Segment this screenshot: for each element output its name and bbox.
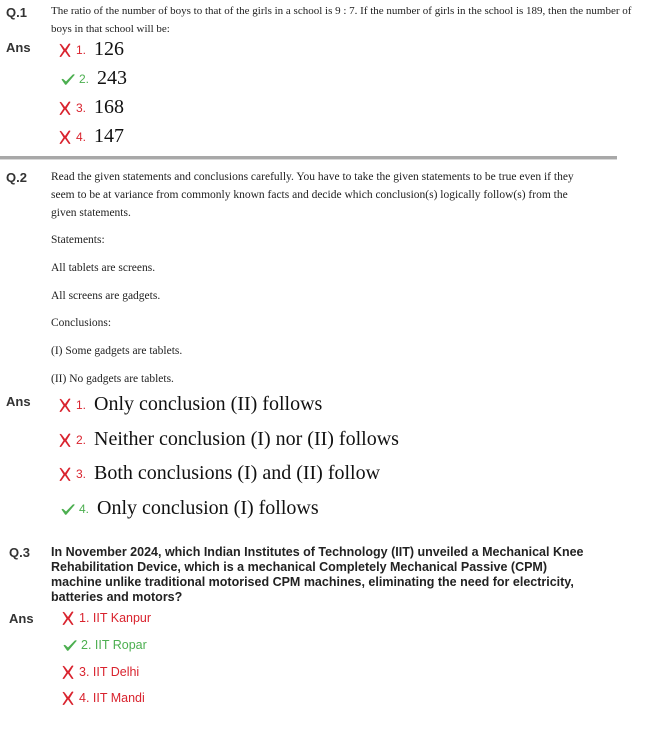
cross-icon — [57, 466, 73, 482]
conclusion: (II) No gadgets are tablets. — [51, 373, 174, 385]
check-icon — [60, 501, 76, 517]
option-text: Only conclusion (I) follows — [97, 497, 319, 519]
answer-label: Ans — [9, 611, 34, 626]
answer-option — [57, 38, 124, 61]
option-number: 4. — [76, 129, 87, 144]
statements-heading: Statements: — [51, 234, 105, 246]
cross-icon — [57, 42, 73, 58]
cross-icon — [57, 397, 73, 413]
question-number: Q.3 — [9, 545, 30, 560]
answer-label: Ans — [6, 394, 31, 409]
option-text: Only conclusion (II) follows — [94, 393, 323, 415]
answer-option — [60, 610, 151, 626]
option-text: 2. IIT Ropar — [81, 638, 147, 652]
conclusion: (I) Some gadgets are tablets. — [51, 345, 183, 357]
option-number: 1. — [76, 397, 87, 412]
option-text: 147 — [94, 125, 125, 147]
option-number: 2. — [76, 432, 87, 447]
question-text — [51, 2, 631, 38]
question-text-line: boys in that school will be: — [51, 23, 170, 35]
option-text: 3. IIT Delhi — [79, 665, 140, 679]
answer-option — [60, 664, 139, 680]
cross-icon — [57, 100, 73, 116]
question-number: Q.1 — [6, 5, 27, 20]
option-text: 126 — [94, 38, 125, 60]
answer-option — [57, 428, 399, 451]
option-text: Neither conclusion (I) nor (II) follows — [94, 428, 399, 450]
option-text: 168 — [94, 96, 125, 118]
option-number: 3. — [76, 100, 87, 115]
option-text: 243 — [97, 67, 128, 89]
answer-option — [60, 67, 127, 90]
option-text: 1. IIT Kanpur — [79, 611, 152, 625]
option-number: 1. — [76, 42, 87, 57]
option-text: 4. IIT Mandi — [79, 691, 145, 705]
question-number: Q.2 — [6, 170, 27, 185]
question-text-line: Read the given statements and conclusions carefully. You have to take the given statements to be true even if they — [51, 171, 574, 183]
check-icon — [60, 71, 76, 87]
question-text-line: given statements. — [51, 207, 131, 219]
check-icon — [62, 637, 78, 653]
question-divider — [0, 156, 617, 160]
statement: All screens are gadgets. — [51, 290, 161, 302]
cross-icon — [57, 129, 73, 145]
answer-option — [62, 637, 147, 653]
question-text-line: seem to be at variance from commonly known facts and decide which conclusion(s) logically follow(s) from the — [51, 189, 568, 201]
cross-icon — [60, 664, 76, 680]
option-number: 4. — [79, 501, 90, 516]
conclusions-heading: Conclusions: — [51, 317, 112, 329]
statement: All tablets are screens. — [51, 262, 156, 274]
cross-icon — [57, 432, 73, 448]
question-text-line: The ratio of the number of boys to that of the girls in a school is 9 : 7. If the number of girls in the school is 189, then the number of — [51, 5, 632, 17]
question-text — [51, 168, 611, 222]
question-text: In November 2024, which Indian Institutes of Technology (IIT) unveiled a Mechanical Knee Rehabilitation Device, which is a mechanical Completely Mechanical Passive (CPM) machine unlike traditional motorised CPM machines, eliminating the need for electricity, batteries and motors? — [51, 545, 584, 604]
cross-icon — [60, 690, 76, 706]
cross-icon — [60, 610, 76, 626]
answer-option — [60, 690, 145, 706]
answer-option — [57, 462, 380, 485]
answer-option — [57, 393, 322, 416]
option-number: 2. — [79, 71, 90, 86]
answer-option — [57, 125, 124, 148]
option-number: 3. — [76, 466, 87, 481]
answer-option — [60, 497, 319, 520]
answer-label: Ans — [6, 40, 31, 55]
option-text: Both conclusions (I) and (II) follow — [94, 462, 381, 484]
answer-option — [57, 96, 124, 119]
